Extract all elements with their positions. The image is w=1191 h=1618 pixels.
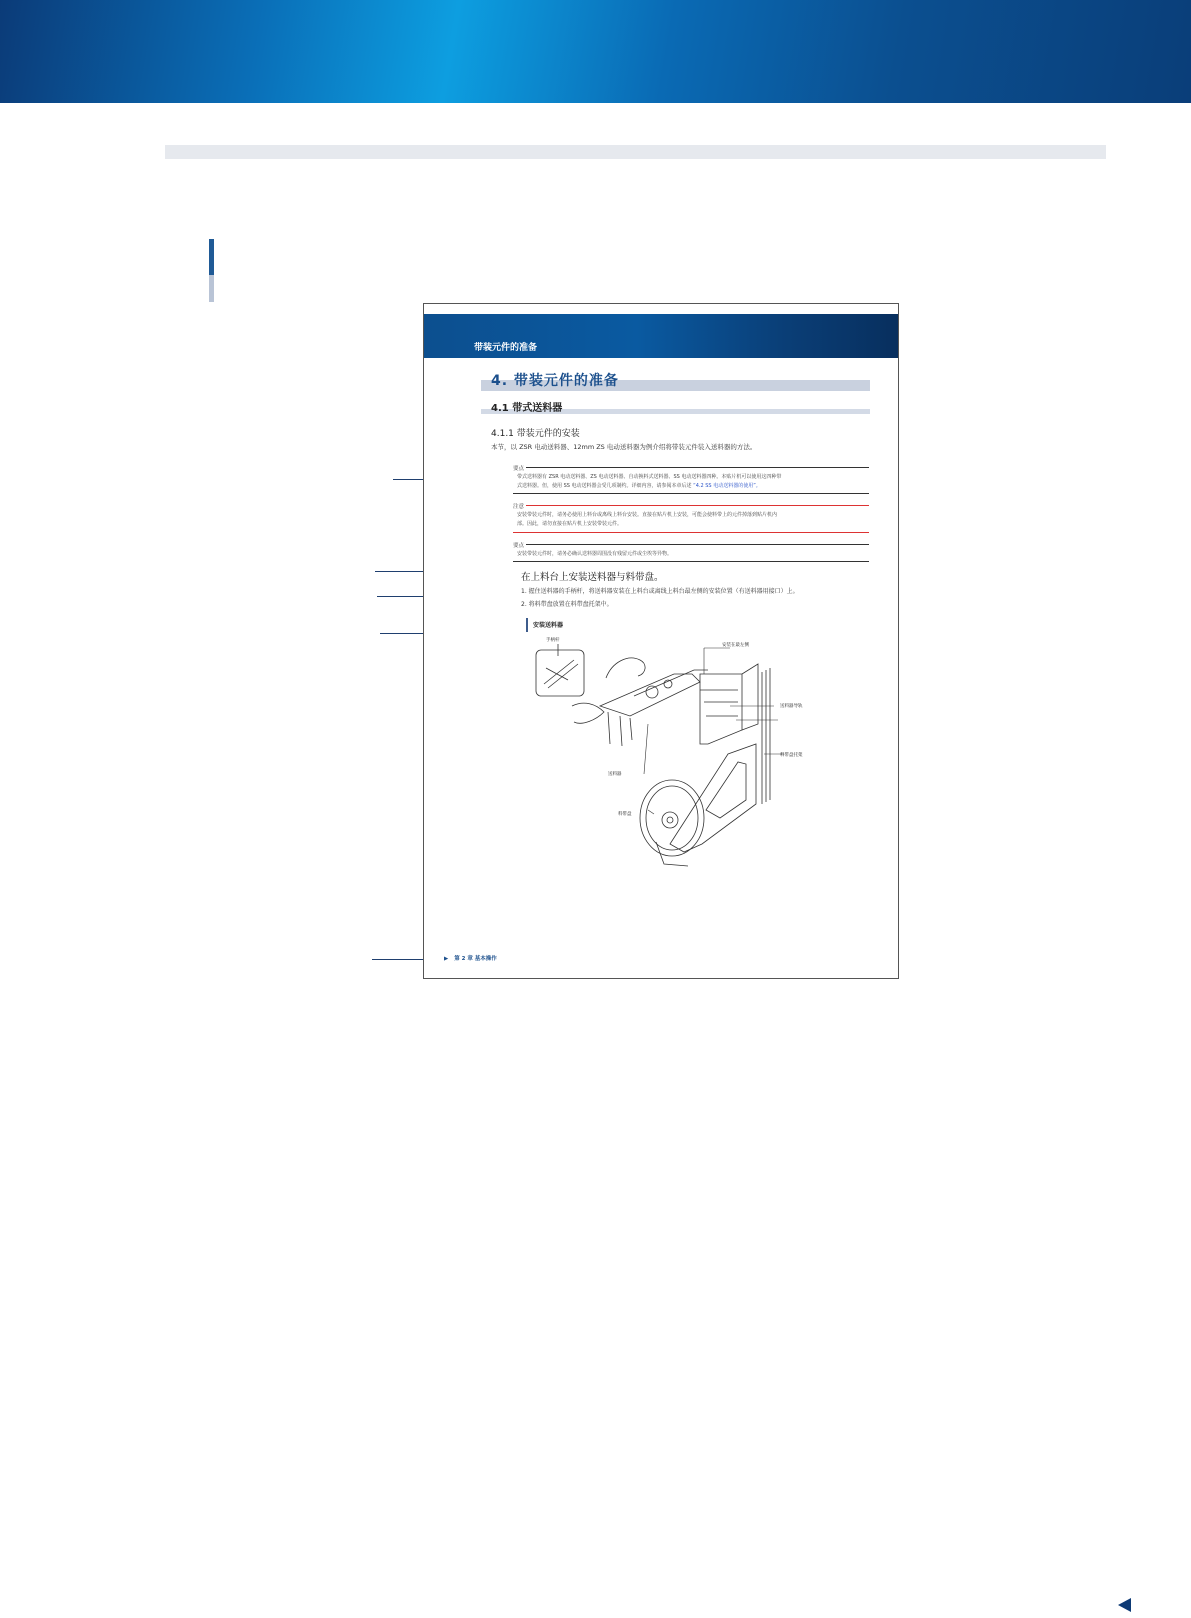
note-2-line-2: 部。因此，请勿直接在贴片机上安装带装元件。 — [517, 521, 623, 527]
note-rule-2-bottom — [513, 532, 869, 533]
section-heading: 4.1 带式送料器 — [491, 403, 563, 414]
step-1: 1. 握住送料器的手柄杆，将送料器安装在上料台或离线上料台最左侧的安装位置（有送料器用接口）上。 — [521, 588, 799, 595]
previous-page-arrow-icon[interactable] — [1118, 1598, 1131, 1612]
note-label-3: 要点 — [513, 543, 525, 549]
note-1-line-2-text: 式送料器。但，使用 SS 电动送料器会受几项制约。详细内容，请参阅本章后述 — [517, 483, 694, 489]
figure-title-marker — [526, 618, 528, 632]
heading-marker-light — [209, 275, 214, 302]
label-leftmost: 安装在最左侧 — [722, 643, 749, 648]
section-strip — [165, 145, 1106, 159]
feeder-installation-figure — [524, 634, 876, 879]
label-rail: 送料器导轨 — [780, 704, 803, 709]
intro-text: 本节，以 ZSR 电动送料器、12mm ZS 电动送料器为例介绍将带装元件装入送料器的方法。 — [491, 443, 757, 451]
footer-chapter: 第 2 章 基本操作 — [454, 956, 497, 962]
note-rule-2-top — [526, 505, 869, 506]
note-3-line-1: 安装带装元件时，请务必确认送料器周围没有残留元件或尘埃等异物。 — [517, 551, 673, 557]
feeder-illustration — [524, 634, 876, 879]
chapter-heading: 4. 带装元件的准备 — [491, 373, 619, 389]
label-reel-holder: 料带盘托架 — [780, 753, 803, 758]
label-handle: 手柄杆 — [546, 638, 560, 643]
note-2-line-1: 安装带装元件时，请务必使用上料台或离线上料台安装。直接在贴片机上安装，可能会使料带上的元件掉落到贴片机内 — [517, 512, 778, 518]
label-feeder: 送料器 — [608, 772, 622, 777]
note-rule-3-bottom — [513, 561, 869, 562]
manual-page-preview — [423, 303, 899, 979]
note-1-link[interactable]: “4.2 SS 电动送料器的使用”。 — [693, 483, 761, 489]
procedure-subheading: 在上料台上安装送料器与料带盘。 — [521, 572, 664, 583]
note-rule-1-bottom — [513, 493, 869, 494]
subsection-heading: 4.1.1 带装元件的安装 — [491, 429, 580, 439]
step-2: 2. 将料带盘放置在料带盘托架中。 — [521, 601, 613, 608]
top-banner — [0, 0, 1191, 103]
figure-title: 安装送料器 — [533, 622, 564, 629]
inner-header-title: 带装元件的准备 — [474, 343, 538, 353]
note-1-line-2 — [517, 482, 761, 491]
note-label-2: 注意 — [513, 504, 525, 510]
heading-marker-dark — [209, 239, 214, 275]
label-reel: 料带盘 — [618, 812, 632, 817]
note-rule-3-top — [526, 544, 869, 545]
note-rule-1-top — [526, 467, 869, 468]
note-1-line-1: 带式送料器有 ZSR 电动送料器、ZS 电动送料器、自动换料式送料器、SS 电动送料器四种。本贴片机可以使用这四种带 — [517, 474, 782, 480]
footer-triangle-icon: ▶ — [444, 956, 449, 962]
page-footer — [444, 954, 497, 962]
note-label-1: 要点 — [513, 466, 525, 472]
